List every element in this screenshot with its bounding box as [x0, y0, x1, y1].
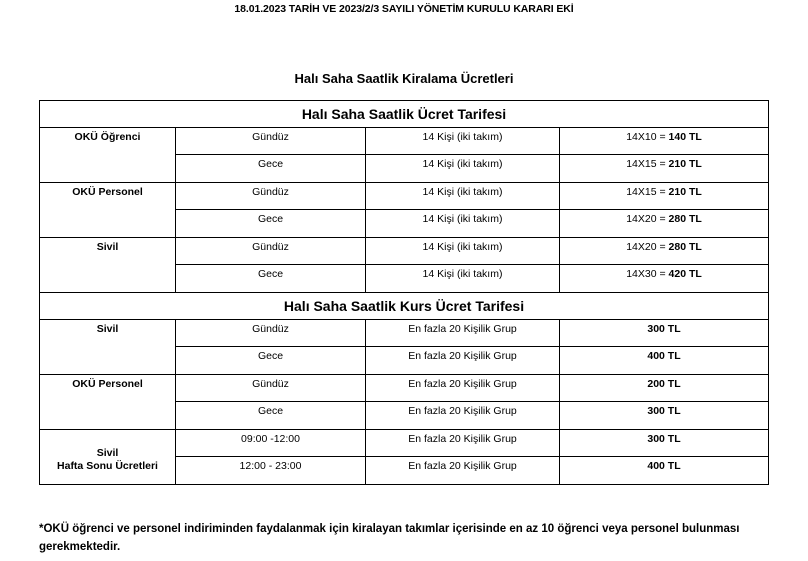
time-cell: Gündüz	[176, 238, 366, 265]
capacity-cell: 14 Kişi (iki takım)	[366, 183, 560, 210]
price-cell	[560, 155, 769, 183]
time-cell: Gece	[176, 402, 366, 430]
price-cell: 300 TL	[560, 402, 769, 430]
category-line: Sivil	[96, 446, 119, 459]
price-cell: 300 TL	[560, 320, 769, 347]
price-value: 280 TL	[668, 213, 702, 225]
price-formula: 14X15 =	[626, 186, 669, 198]
category-cell	[40, 430, 176, 485]
table-row	[40, 320, 769, 347]
table-row	[40, 128, 769, 155]
category-cell: OKÜ Öğrenci	[40, 128, 176, 183]
capacity-cell: 14 Kişi (iki takım)	[366, 155, 560, 183]
price-cell	[560, 210, 769, 238]
capacity-cell: En fazla 20 Kişilik Grup	[366, 375, 560, 402]
document-header: 18.01.2023 TARİH VE 2023/2/3 SAYILI YÖNETİM KURULU KARARI EKİ	[234, 3, 574, 15]
price-formula: 14X15 =	[626, 158, 669, 170]
footnote: *OKÜ öğrenci ve personel indiriminden faydalanmak için kiralayan takımlar içerisinde en az 10 öğrenci veya personel bulunması gerekmektedir.	[39, 523, 740, 553]
price-cell: 400 TL	[560, 347, 769, 375]
price-value: 140 TL	[668, 131, 702, 143]
price-cell	[560, 238, 769, 265]
course-section-heading: Halı Saha Saatlik Kurs Ücret Tarifesi	[40, 293, 769, 320]
capacity-cell: 14 Kişi (iki takım)	[366, 238, 560, 265]
capacity-cell: En fazla 20 Kişilik Grup	[366, 347, 560, 375]
time-cell: Gündüz	[176, 183, 366, 210]
category-cell: OKÜ Personel	[40, 183, 176, 238]
capacity-cell: En fazla 20 Kişilik Grup	[366, 430, 560, 457]
price-formula: 14X10 =	[626, 131, 669, 143]
time-cell: Gündüz	[176, 320, 366, 347]
category-cell: Sivil	[40, 320, 176, 375]
price-formula: 14X20 =	[626, 241, 669, 253]
capacity-cell: 14 Kişi (iki takım)	[366, 265, 560, 293]
price-cell	[560, 183, 769, 210]
price-cell: 400 TL	[560, 457, 769, 485]
time-cell: Gündüz	[176, 128, 366, 155]
capacity-cell: En fazla 20 Kişilik Grup	[366, 457, 560, 485]
time-cell: Gece	[176, 210, 366, 238]
price-value: 210 TL	[668, 158, 702, 170]
time-cell: Gece	[176, 265, 366, 293]
capacity-cell: En fazla 20 Kişilik Grup	[366, 402, 560, 430]
price-cell	[560, 265, 769, 293]
price-value: 420 TL	[668, 268, 702, 280]
rental-section-heading-row	[40, 101, 769, 128]
price-cell	[560, 128, 769, 155]
table-row	[40, 430, 769, 457]
capacity-cell: 14 Kişi (iki takım)	[366, 128, 560, 155]
price-value: 210 TL	[668, 186, 702, 198]
capacity-cell: En fazla 20 Kişilik Grup	[366, 320, 560, 347]
price-formula: 14X30 =	[626, 268, 669, 280]
tariff-table	[39, 100, 769, 485]
time-cell: Gece	[176, 155, 366, 183]
table-row	[40, 183, 769, 210]
page-title: Halı Saha Saatlik Kiralama Ücretleri	[294, 71, 514, 86]
table-row	[40, 375, 769, 402]
time-cell: Gündüz	[176, 375, 366, 402]
category-line: Hafta Sonu Ücretleri	[57, 459, 158, 472]
rental-section-heading: Halı Saha Saatlik Ücret Tarifesi	[40, 101, 769, 128]
category-cell: OKÜ Personel	[40, 375, 176, 430]
table-row	[40, 238, 769, 265]
course-section-heading-row	[40, 293, 769, 320]
price-cell: 300 TL	[560, 430, 769, 457]
price-formula: 14X20 =	[626, 213, 669, 225]
price-value: 280 TL	[668, 241, 702, 253]
time-cell: 09:00 -12:00	[176, 430, 366, 457]
time-cell: 12:00 - 23:00	[176, 457, 366, 485]
category-cell: Sivil	[40, 238, 176, 293]
time-cell: Gece	[176, 347, 366, 375]
capacity-cell: 14 Kişi (iki takım)	[366, 210, 560, 238]
price-cell: 200 TL	[560, 375, 769, 402]
